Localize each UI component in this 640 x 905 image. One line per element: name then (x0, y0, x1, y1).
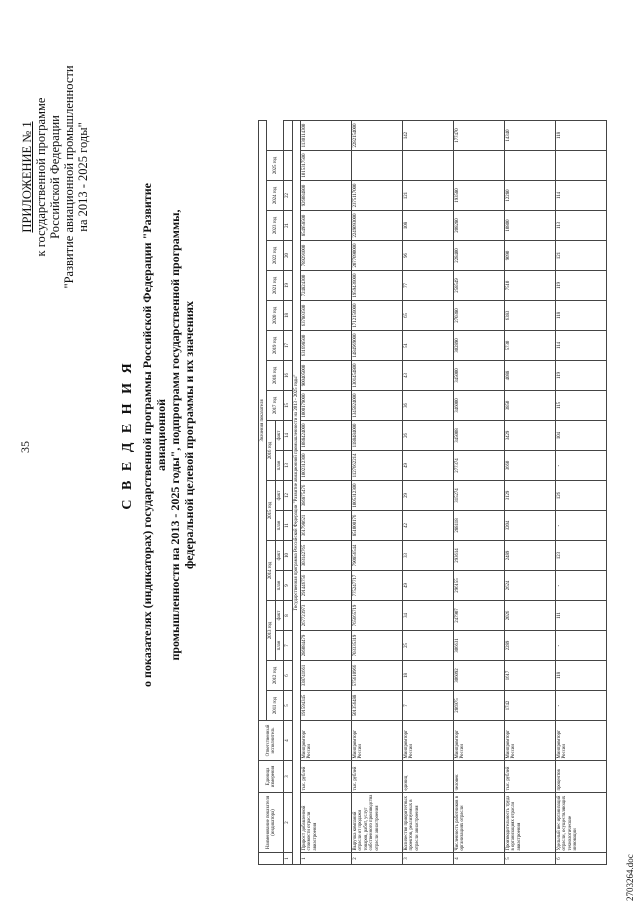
col-year: 2015 год (267, 481, 275, 541)
value-cell: - (556, 451, 607, 481)
column-number: 22 (284, 181, 292, 211)
value-cell: 5730 (505, 331, 556, 361)
value-cell: 77 (403, 271, 454, 301)
value-cell: 6383 (505, 301, 556, 331)
value-cell: 9090 (505, 241, 556, 271)
value-cell: 2289 (505, 631, 556, 661)
value-cell: - (556, 631, 607, 661)
value-cell: 1130114300 (301, 121, 352, 151)
value-cell: 1015317500 (301, 151, 352, 181)
value-cell: 121 (556, 241, 607, 271)
value-cell: 501356488 (352, 691, 403, 721)
indicator-name: Прирост добавленной стоимости отрасли авиастроения (301, 793, 352, 853)
value-cell: 270380 (454, 301, 505, 331)
value-cell: 765665719 (352, 601, 403, 631)
value-cell: 2026 (505, 601, 556, 631)
appendix-line: "Развитие авиационной промышленности (62, 65, 76, 289)
value-cell: 854958500 (301, 211, 352, 241)
value-cell: 277374 (454, 451, 505, 481)
value-cell: 296155 (454, 571, 505, 601)
value-cell: 3850 (505, 391, 556, 421)
value-cell: 26 (403, 421, 454, 451)
column-number: 20 (284, 241, 292, 271)
col-resp: Ответственный исполнитель (259, 721, 284, 761)
column-number: 12 (284, 481, 292, 511)
heading-line: о показателях (индикаторах) государственной программы Российской Федерации "Развитие авиационной (140, 183, 168, 687)
value-cell: 3660 (505, 451, 556, 481)
column-number: 1 (284, 853, 292, 865)
value-cell: 1005312300 (352, 481, 403, 511)
value-cell: 1000179000 (301, 391, 352, 421)
value-cell: 191594345 (301, 691, 352, 721)
column-numbers-row (284, 121, 292, 865)
value-cell: 7510 (505, 271, 556, 301)
value-cell: - (556, 571, 607, 601)
value-cell: 36 (403, 391, 454, 421)
responsible-executor: Минпромторг России (556, 721, 607, 761)
col-name: Наименование показателя (индикатора) (259, 793, 284, 853)
column-number: 18 (284, 301, 292, 331)
value-cell: 293614 (454, 541, 505, 571)
indicator-unit: единиц (403, 761, 454, 793)
value-cell: 303142765 (301, 541, 352, 571)
value-cell: 1301454800 (352, 361, 403, 391)
value-cell: 33 (403, 541, 454, 571)
value-cell (403, 151, 454, 181)
value-cell: 631698500 (301, 331, 352, 361)
value-cell: 2077090000 (352, 241, 403, 271)
value-cell: 2624 (505, 571, 556, 601)
value-cell: 111 (556, 601, 607, 631)
responsible-executor: Минпромторг России (454, 721, 505, 761)
value-cell: 3129 (505, 481, 556, 511)
value-cell: 123 (556, 541, 607, 571)
value-cell: 1484969000 (352, 331, 403, 361)
col-plan: план (275, 451, 283, 481)
column-number: 13 (284, 451, 292, 481)
indicator-unit: тыс. рублей (301, 761, 352, 793)
table-row (556, 121, 607, 865)
value-cell: 267723973 (301, 601, 352, 631)
value-cell (352, 151, 403, 181)
indicator-unit: тыс. рублей (352, 761, 403, 793)
value-cell (556, 151, 607, 181)
value-cell: 7 (403, 691, 454, 721)
col-unit: Единица измерения (259, 761, 284, 793)
row-number: 2 (352, 853, 403, 865)
value-cell: 49 (403, 571, 454, 601)
value-cell: - (556, 511, 607, 541)
value-cell: 926084800 (301, 181, 352, 211)
column-number: 3 (284, 761, 292, 793)
value-cell: 119 (556, 271, 607, 301)
value-cell: 12280 (505, 181, 556, 211)
column-number: 6 (284, 661, 292, 691)
column-number: 21 (284, 211, 292, 241)
value-cell: 1002312300 (301, 451, 352, 481)
col-year: 2011 год (267, 691, 284, 721)
value-cell (505, 151, 556, 181)
value-cell: 345008 (454, 421, 505, 451)
responsible-executor: Минпромторг России (352, 721, 403, 761)
value-cell: 208280 (454, 211, 505, 241)
col-year: 2023 год (267, 211, 284, 241)
column-number: 19 (284, 271, 292, 301)
doc-id: 2703264.doc (625, 854, 635, 901)
col-year: 2018 год (267, 361, 284, 391)
heading-line: федеральной целевой программы и их значениях (182, 300, 196, 570)
value-cell: 115 (556, 391, 607, 421)
program-row: Государственная программа Российской Федерации "Развитие авиационной промышленности на 2013 - 2025 годы" (292, 121, 300, 865)
column-number (284, 121, 292, 151)
row-number: 4 (454, 853, 505, 865)
heading-line: промышленности на 2013 - 2025 годы", подпрограмм государственной программы, (168, 209, 182, 661)
value-cell: 42 (403, 511, 454, 541)
indicator-unit: тыс. рублей (505, 761, 556, 793)
value-cell: 10800 (505, 211, 556, 241)
col-year: 2017 год (267, 391, 284, 421)
value-cell: 306092 (454, 661, 505, 691)
column-number: 8 (284, 601, 292, 631)
value-cell: 43 (403, 361, 454, 391)
column-number: 7 (284, 631, 292, 661)
value-cell: 247907 (454, 601, 505, 631)
value-cell: 34 (403, 601, 454, 631)
value-cell: 1345824000 (352, 391, 403, 421)
value-cell: 14340 (505, 121, 556, 151)
value-cell: 775247717 (352, 571, 403, 601)
indicator-name: Выручка компаний отрасли от продажи товаров, работ, услуг собственного производства отрасли авиастроения (352, 793, 403, 853)
value-cell: 790856544 (352, 541, 403, 571)
appendix-line: Российской Федерации (48, 115, 62, 239)
value-cell: 703335319 (352, 631, 403, 661)
appendix-line: на 2013 - 2025 годы" (76, 122, 90, 232)
col-year: 2022 год (267, 241, 284, 271)
value-cell: 4088 (505, 361, 556, 391)
column-number: 9 (284, 571, 292, 601)
value-cell: 114 (556, 181, 607, 211)
responsible-executor: Минпромторг России (505, 721, 556, 761)
col-fact: факт (275, 601, 283, 631)
value-cell: 142 (403, 121, 454, 151)
value-cell: 118 (556, 661, 607, 691)
value-cell: 228400 (454, 241, 505, 271)
value-cell: 104 (556, 421, 607, 451)
value-cell: 575610966 (352, 661, 403, 691)
value-cell: 1617 (505, 661, 556, 691)
col-fact: факт (275, 481, 283, 511)
value-cell: 386875476 (301, 481, 352, 511)
column-number: 14 (284, 421, 292, 451)
value-cell: 338741661 (301, 661, 352, 691)
value-cell: 119 (556, 361, 607, 391)
value-cell: 51 (403, 331, 454, 361)
col-year: 2013 год (267, 601, 275, 661)
value-cell: 361798621 (301, 511, 352, 541)
value-cell: 65 (403, 301, 454, 331)
responsible-executor: Минпромторг России (301, 721, 352, 761)
value-cell: 1712156000 (352, 301, 403, 331)
value-cell: 286975 (454, 691, 505, 721)
value-cell: 258549 (454, 271, 505, 301)
indicator-name: Производительность труда в организациях отрасли авиастроения (505, 793, 556, 853)
value-cell: 96 (403, 241, 454, 271)
col-year: 2020 год (267, 301, 284, 331)
col-year: 2025 год (267, 151, 284, 181)
value-cell: 2249093000 (352, 211, 403, 241)
value-cell: 3429 (505, 421, 556, 451)
column-number: 15 (284, 391, 292, 421)
indicator-name: Удельный вес организаций отрасли, осуществляющих технологические инновации (556, 793, 607, 853)
table-row (505, 121, 556, 865)
value-cell: 1127662214 (352, 451, 403, 481)
value-cell: - (556, 691, 607, 721)
value-cell: 114 (556, 331, 607, 361)
value-cell: 49 (403, 451, 454, 481)
value-cell: 118 (556, 301, 607, 331)
row-number: 3 (403, 853, 454, 865)
column-number: 5 (284, 691, 292, 721)
col-fact: факт (275, 541, 283, 571)
value-cell: 3204 (505, 511, 556, 541)
value-cell: 18 (403, 661, 454, 691)
value-cell: 724824300 (301, 271, 352, 301)
value-cell: 637803500 (301, 301, 352, 331)
value-cell: 1188484000 (352, 421, 403, 451)
page-number: 35 (18, 441, 32, 453)
row-number: 6 (556, 853, 607, 865)
responsible-executor: Минпромторг России (403, 721, 454, 761)
col-plan: план (275, 511, 283, 541)
indicator-unit: процентов (556, 761, 607, 793)
heading-title: С В Е Д Е Н И Я (120, 360, 135, 510)
indicator-unit: человек (454, 761, 505, 793)
table-row (352, 121, 403, 865)
value-cell: 113 (556, 211, 607, 241)
value-cell: 108 (403, 211, 454, 241)
col-num (259, 853, 284, 865)
value-cell: 302890 (454, 331, 505, 361)
col-plan: план (275, 571, 283, 601)
table-row (454, 121, 505, 865)
value-cell: 2489 (505, 541, 556, 571)
value-cell: 346000 (454, 391, 505, 421)
row-number: 5 (505, 853, 556, 865)
col-year: 2024 год (267, 181, 284, 211)
document-heading (120, 165, 196, 705)
value-cell (454, 151, 505, 181)
value-cell: 789291000 (301, 241, 352, 271)
value-cell: 121 (403, 181, 454, 211)
value-cell: 1959436000 (352, 271, 403, 301)
col-values-group: Значения показателя (259, 121, 267, 721)
value-cell: 29 (403, 481, 454, 511)
column-number (284, 151, 292, 181)
col-plan: план (275, 631, 283, 661)
appendix-block (20, 12, 90, 342)
col-year: 2012 год (267, 661, 284, 691)
value-cell: 1088424000 (301, 421, 352, 451)
value-cell: 345000 (454, 361, 505, 391)
value-cell: 286084479 (301, 631, 352, 661)
value-cell: 118 (556, 121, 607, 151)
column-number: 16 (284, 361, 292, 391)
table-row (301, 121, 352, 865)
col-year: 2016 год (267, 421, 275, 481)
value-cell: 900405000 (301, 361, 352, 391)
value-cell: 288118 (454, 511, 505, 541)
appendix-line: к государственной программе (34, 97, 48, 257)
indicators-table (258, 120, 607, 865)
indicator-name: Численность работников в организациях отрасли (454, 793, 505, 853)
value-cell: 291446756 (301, 571, 352, 601)
col-fact: факт (275, 421, 283, 451)
value-cell: 315274 (454, 481, 505, 511)
row-number: 1 (301, 853, 352, 865)
column-number: 17 (284, 331, 292, 361)
indicator-name: Количество приоритетных проектов, реализуемых в отрасли авиастроения (403, 793, 454, 853)
appendix-title: ПРИЛОЖЕНИЕ № 1 (20, 121, 34, 233)
col-year: 2019 год (267, 331, 284, 361)
value-cell: 177470 (454, 121, 505, 151)
value-cell: 25 (403, 631, 454, 661)
col-year: 2014 год (267, 541, 275, 601)
value-cell: 306631 (454, 631, 505, 661)
value-cell: 126 (556, 481, 607, 511)
value-cell: 851000176 (352, 511, 403, 541)
column-number: 2 (284, 793, 292, 853)
value-cell: 2375117000 (352, 181, 403, 211)
column-number: 10 (284, 541, 292, 571)
col-year: 2021 год (267, 271, 284, 301)
value-cell: 2282154000 (352, 121, 403, 151)
table-row (403, 121, 454, 865)
column-number: 4 (284, 721, 292, 761)
column-number: 11 (284, 511, 292, 541)
value-cell: 1742 (505, 691, 556, 721)
value-cell: 193580 (454, 181, 505, 211)
